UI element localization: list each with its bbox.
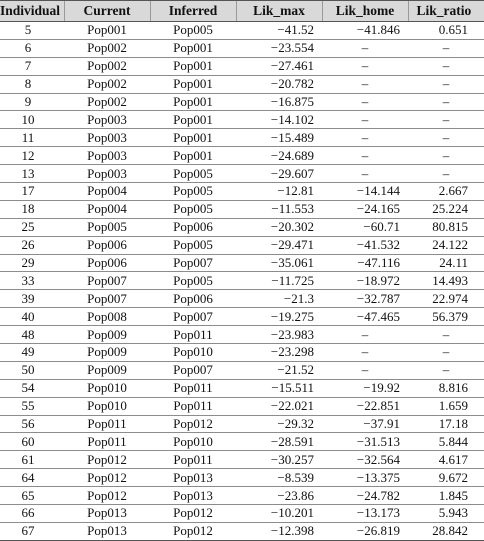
cell-individual: 60 (21, 433, 35, 449)
cell-inferred: Pop001 (173, 58, 213, 74)
table-row (0, 344, 484, 362)
cell-individual: 25 (21, 219, 35, 235)
cell-lik-home: −47.116 (357, 255, 400, 271)
cell-current: Pop003 (87, 147, 127, 163)
cell-lik-ratio: 25.224 (432, 201, 468, 217)
cell-lik-max: −21.52 (277, 362, 314, 378)
table-row (0, 22, 484, 40)
cell-lik-home: −47.465 (356, 308, 400, 324)
cell-lik-ratio: 8.816 (438, 380, 468, 396)
cell-lik-ratio: – (442, 326, 450, 342)
cell-individual: 61 (21, 451, 35, 467)
cell-lik-home: −24.782 (356, 487, 400, 503)
cell-lik-max: −28.591 (270, 433, 314, 449)
table-row (0, 57, 484, 75)
cell-lik-ratio: 1.659 (438, 398, 468, 414)
header-current: Current (64, 1, 150, 22)
cell-lik-max: −29.607 (270, 165, 314, 181)
cell-current: Pop010 (87, 398, 127, 414)
table-row (0, 487, 484, 505)
cell-current: Pop013 (87, 505, 127, 521)
cell-lik-max: −11.553 (271, 201, 314, 217)
cell-individual: 50 (21, 362, 35, 378)
cell-lik-home: −37.91 (363, 416, 400, 432)
cell-individual: 11 (21, 129, 35, 145)
cell-individual: 17 (21, 183, 35, 199)
cell-current: Pop012 (87, 487, 127, 503)
cell-lik-ratio: 17.18 (438, 416, 468, 432)
cell-current: Pop012 (87, 451, 127, 467)
header-inferred: Inferred (150, 1, 236, 22)
cell-lik-ratio: – (442, 111, 450, 127)
cell-lik-home: −26.819 (356, 523, 400, 539)
cell-lik-home: −14.144 (356, 183, 400, 199)
cell-lik-max: −24.689 (270, 147, 314, 163)
cell-inferred: Pop010 (173, 433, 213, 449)
cell-individual: 29 (21, 255, 35, 271)
cell-lik-home: – (361, 147, 369, 163)
header-lik-max: Lik_max (236, 1, 322, 22)
table-row (0, 290, 484, 308)
table-row (0, 308, 484, 326)
cell-current: Pop010 (87, 380, 127, 396)
cell-inferred: Pop001 (173, 129, 213, 145)
cell-lik-ratio: 1.845 (438, 487, 468, 503)
cell-individual: 56 (21, 416, 35, 432)
cell-lik-home: −31.513 (356, 433, 400, 449)
cell-individual: 48 (21, 326, 35, 342)
table-header (0, 1, 484, 22)
cell-current: Pop002 (87, 94, 127, 109)
cell-inferred: Pop013 (173, 487, 213, 503)
cell-lik-ratio: – (442, 76, 450, 92)
cell-lik-home: – (361, 58, 369, 74)
cell-lik-max: −15.489 (270, 129, 314, 145)
table-body (0, 22, 484, 541)
cell-inferred: Pop005 (173, 165, 213, 181)
table-row (0, 433, 484, 451)
cell-inferred: Pop007 (173, 308, 213, 324)
cell-current: Pop007 (87, 272, 127, 288)
cell-lik-ratio: 2.667 (438, 183, 468, 199)
cell-inferred: Pop001 (173, 40, 213, 56)
cell-inferred: Pop005 (173, 237, 213, 253)
cell-current: Pop009 (87, 326, 127, 342)
cell-lik-ratio: 24.11 (439, 255, 468, 271)
cell-lik-home: −41.846 (356, 22, 400, 38)
cell-lik-ratio: 28.842 (432, 523, 468, 539)
cell-lik-home: – (361, 111, 369, 127)
cell-inferred: Pop001 (173, 111, 213, 127)
cell-lik-home: – (361, 94, 369, 109)
cell-lik-home: – (361, 326, 369, 342)
cell-lik-max: −10.201 (270, 505, 314, 521)
table-row (0, 236, 484, 254)
cell-lik-home: −13.375 (356, 469, 400, 485)
cell-current: Pop005 (87, 219, 127, 235)
cell-current: Pop004 (87, 183, 127, 199)
cell-current: Pop012 (87, 469, 127, 485)
table-row (0, 361, 484, 379)
cell-current: Pop003 (87, 165, 127, 181)
cell-current: Pop008 (87, 308, 127, 324)
cell-lik-ratio: – (442, 94, 450, 109)
cell-individual: 64 (21, 469, 35, 485)
cell-lik-ratio: – (442, 362, 450, 378)
cell-lik-home: −32.564 (356, 451, 400, 467)
cell-inferred: Pop006 (173, 219, 213, 235)
cell-lik-home: −60.71 (363, 219, 400, 235)
cell-current: Pop011 (87, 416, 127, 432)
cell-lik-home: −41.532 (356, 237, 400, 253)
cell-inferred: Pop011 (173, 398, 213, 414)
table-row (0, 75, 484, 93)
cell-lik-home: – (361, 165, 369, 181)
cell-lik-ratio: 4.617 (438, 451, 468, 467)
cell-lik-ratio: 9.672 (438, 469, 468, 485)
cell-current: Pop004 (87, 201, 127, 217)
table-row (0, 129, 484, 147)
cell-current: Pop009 (87, 344, 127, 360)
cell-individual: 9 (24, 94, 32, 109)
cell-lik-ratio: – (442, 344, 450, 360)
cell-inferred: Pop005 (173, 22, 213, 38)
cell-lik-home: – (361, 129, 369, 145)
cell-lik-max: −12.81 (277, 183, 314, 199)
cell-lik-max: −29.471 (270, 237, 314, 253)
cell-lik-home: −19.92 (363, 380, 400, 396)
cell-individual: 65 (21, 487, 35, 503)
cell-inferred: Pop011 (173, 326, 213, 342)
cell-current: Pop001 (87, 22, 127, 38)
table-row (0, 415, 484, 433)
cell-current: Pop006 (87, 237, 127, 253)
cell-lik-home: −24.165 (356, 201, 400, 217)
cell-current: Pop009 (87, 362, 127, 378)
cell-lik-home: – (361, 362, 369, 378)
cell-lik-ratio: – (442, 58, 450, 74)
cell-inferred: Pop012 (173, 505, 213, 521)
cell-lik-home: – (361, 344, 369, 360)
cell-lik-max: −23.298 (270, 344, 314, 360)
cell-lik-max: −19.275 (270, 308, 314, 324)
cell-inferred: Pop011 (173, 451, 213, 467)
table-row (0, 39, 484, 57)
cell-individual: 5 (24, 22, 32, 38)
table-row (0, 93, 484, 111)
cell-lik-max: −29.32 (277, 416, 314, 432)
cell-individual: 18 (21, 201, 35, 217)
cell-individual: 26 (21, 237, 35, 253)
cell-lik-ratio: – (442, 147, 450, 163)
cell-lik-max: −21.3 (283, 290, 314, 306)
cell-inferred: Pop007 (173, 255, 213, 271)
cell-current: Pop013 (87, 523, 127, 539)
cell-lik-ratio: 24.122 (432, 237, 468, 253)
cell-individual: 39 (21, 290, 35, 306)
table-row (0, 397, 484, 415)
header-individual: Individual (0, 1, 64, 22)
cell-inferred: Pop001 (173, 147, 213, 163)
cell-inferred: Pop001 (173, 76, 213, 92)
cell-individual: 12 (21, 147, 35, 163)
cell-lik-max: −22.021 (270, 398, 314, 414)
cell-current: Pop003 (87, 111, 127, 127)
cell-lik-max: −16.875 (270, 94, 314, 109)
cell-inferred: Pop005 (173, 183, 213, 199)
cell-lik-max: −27.461 (270, 58, 314, 74)
cell-lik-max: −20.302 (270, 219, 314, 235)
cell-lik-ratio: – (442, 40, 450, 56)
cell-lik-ratio: 5.844 (438, 433, 468, 449)
cell-individual: 10 (21, 111, 35, 127)
cell-inferred: Pop006 (173, 290, 213, 306)
cell-individual: 13 (21, 165, 35, 181)
cell-current: Pop007 (87, 290, 127, 306)
cell-lik-max: −23.86 (277, 487, 314, 503)
cell-lik-max: −11.725 (271, 272, 314, 288)
cell-lik-max: −14.102 (270, 111, 314, 127)
cell-lik-max: −12.398 (270, 523, 314, 539)
cell-current: Pop006 (87, 255, 127, 271)
cell-lik-ratio: – (442, 129, 450, 145)
cell-inferred: Pop005 (173, 201, 213, 217)
cell-individual: 33 (21, 272, 35, 288)
cell-individual: 55 (21, 398, 35, 414)
cell-inferred: Pop012 (173, 523, 213, 539)
cell-lik-ratio: 14.493 (432, 272, 468, 288)
table-row (0, 254, 484, 272)
cell-lik-home: −32.787 (356, 290, 400, 306)
cell-inferred: Pop001 (173, 94, 213, 109)
cell-lik-max: −8.539 (277, 469, 314, 485)
cell-lik-home: – (361, 40, 369, 56)
cell-lik-max: −35.061 (270, 255, 314, 271)
cell-lik-ratio: 5.943 (438, 505, 468, 521)
cell-current: Pop002 (87, 76, 127, 92)
table-row (0, 522, 484, 540)
cell-lik-max: −30.257 (270, 451, 314, 467)
table-row (0, 469, 484, 487)
cell-inferred: Pop013 (173, 469, 213, 485)
cell-individual: 6 (24, 40, 32, 56)
cell-current: Pop011 (87, 433, 127, 449)
cell-individual: 67 (21, 523, 35, 539)
table-row (0, 218, 484, 236)
table-row (0, 505, 484, 523)
table-row (0, 200, 484, 218)
cell-inferred: Pop010 (173, 344, 213, 360)
cell-current: Pop002 (87, 40, 127, 56)
cell-lik-max: −41.52 (277, 22, 314, 38)
cell-lik-max: −15.511 (271, 380, 314, 396)
cell-lik-ratio: 80.815 (432, 219, 468, 235)
cell-lik-ratio: 0.651 (438, 22, 468, 38)
header-lik-ratio: Lik_ratio (408, 1, 484, 22)
cell-lik-max: −20.782 (270, 76, 314, 92)
table-row (0, 326, 484, 344)
table-row (0, 183, 484, 201)
table-row (0, 379, 484, 397)
cell-individual: 66 (21, 505, 35, 521)
cell-lik-ratio: 22.974 (432, 290, 468, 306)
header-lik-home: Lik_home (322, 1, 408, 22)
cell-lik-home: – (361, 76, 369, 92)
table-row (0, 165, 484, 183)
cell-lik-home: −13.173 (356, 505, 400, 521)
table-row (0, 451, 484, 469)
cell-individual: 40 (21, 308, 35, 324)
cell-lik-max: −23.983 (270, 326, 314, 342)
cell-inferred: Pop007 (173, 362, 213, 378)
table-row (0, 111, 484, 129)
cell-inferred: Pop005 (173, 272, 213, 288)
table-row (0, 147, 484, 165)
header-row (0, 1, 484, 22)
cell-lik-ratio: 56.379 (432, 308, 468, 324)
table-row (0, 272, 484, 290)
cell-current: Pop003 (87, 129, 127, 145)
cell-current: Pop002 (87, 58, 127, 74)
cell-inferred: Pop012 (173, 416, 213, 432)
cell-lik-max: −23.554 (270, 40, 314, 56)
cell-individual: 54 (21, 380, 35, 396)
cell-inferred: Pop011 (173, 380, 213, 396)
cell-individual: 8 (24, 76, 32, 92)
cell-individual: 7 (24, 58, 32, 74)
cell-lik-ratio: – (442, 165, 450, 181)
cell-individual: 49 (21, 344, 35, 360)
cell-lik-home: −18.972 (356, 272, 400, 288)
cell-lik-home: −22.851 (356, 398, 400, 414)
